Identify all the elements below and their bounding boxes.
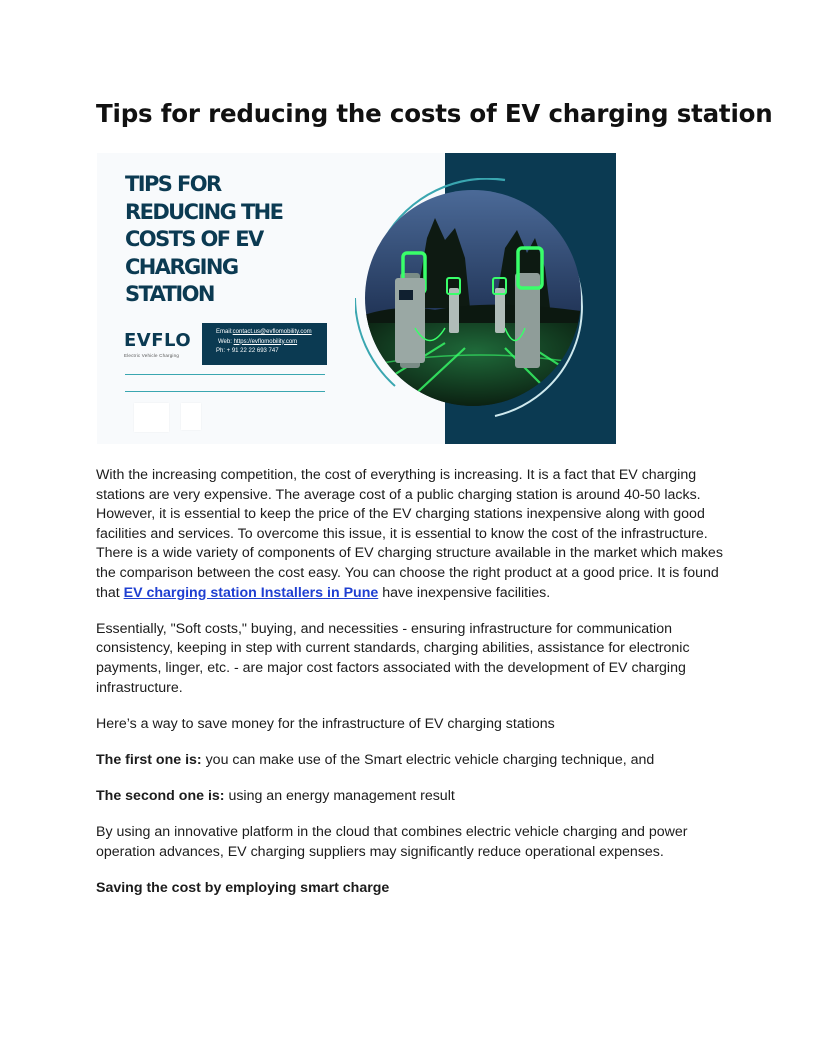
intro-text-end: have inexpensive facilities.	[378, 584, 551, 601]
smart-charge-heading: Saving the cost by employing smart charge	[96, 880, 390, 897]
logo-text: EVFLO	[124, 330, 192, 351]
banner-heading: TIPS FOR REDUCING THE COSTS OF EV CHARGING STATION	[125, 172, 283, 306]
first-one-label: The first one is:	[96, 751, 202, 768]
email-value: contact.us@evflomobility.com	[232, 329, 312, 335]
charging-station-photo	[355, 178, 595, 418]
web-label: Web:	[218, 338, 232, 345]
logo-tagline: Electric Vehicle Charging	[124, 353, 180, 358]
contact-email-row	[216, 328, 327, 338]
paragraph-second-one	[96, 787, 736, 807]
section-heading-smart-charge	[96, 879, 736, 899]
paragraph-soft-costs: Essentially, "Soft costs," buying, and necessities - ensuring infrastructure for communication consistency, keeping in step with current standards, charging abilities, assistance for electronic payments, linger, etc. - are major cost factors associated with the development of EV charging infrastructure.	[96, 620, 690, 696]
article-body	[96, 466, 736, 915]
intro-text: With the increasing competition, the cost of everything is increasing. It is a fact that EV charging stations are very expensive. The average cost of a public charging station is around 40-50 lacks. However, it is essential to keep the price of the EV charging stations inexpensive along with good facilities and services. To overcome this issue, it is essential to know the cost of the infrastructure. There is a wide variety of components of EV charging structure available in the market which makes the comparison between the cost easy. You can choose the right product at a good price. It is found that	[96, 467, 723, 601]
banner-rule-top	[125, 374, 325, 375]
banner-tab-right	[181, 403, 201, 430]
evflo-logo	[124, 331, 194, 358]
banner-rule-bottom	[125, 391, 325, 392]
paragraph-intro	[96, 466, 736, 603]
email-label: Email:	[216, 329, 233, 335]
web-value: https://evflomobility.com	[233, 338, 298, 345]
paragraph-first-one	[96, 751, 736, 771]
first-one-text: you can make use of the Smart electric vehicle charging technique, and	[201, 751, 655, 768]
paragraph-save-money: Here’s a way to save money for the infrastructure of EV charging stations	[96, 715, 555, 732]
second-one-label: The second one is:	[96, 788, 225, 805]
contact-web-row	[216, 338, 327, 348]
contact-phone-row: Ph: + 91 22 22 693 747	[216, 348, 279, 354]
banner-tab-left	[134, 403, 169, 432]
page-title: Tips for reducing the costs of EV charging station	[96, 99, 773, 128]
hero-banner-image	[97, 153, 616, 444]
installers-pune-link[interactable]: EV charging station Installers in Pune	[123, 584, 379, 601]
contact-box	[202, 323, 327, 365]
second-one-text: using an energy management result	[224, 788, 455, 805]
paragraph-cloud-platform: By using an innovative platform in the cloud that combines electric vehicle charging and power operation advances, EV charging suppliers may significantly reduce operational expenses.	[96, 824, 688, 860]
